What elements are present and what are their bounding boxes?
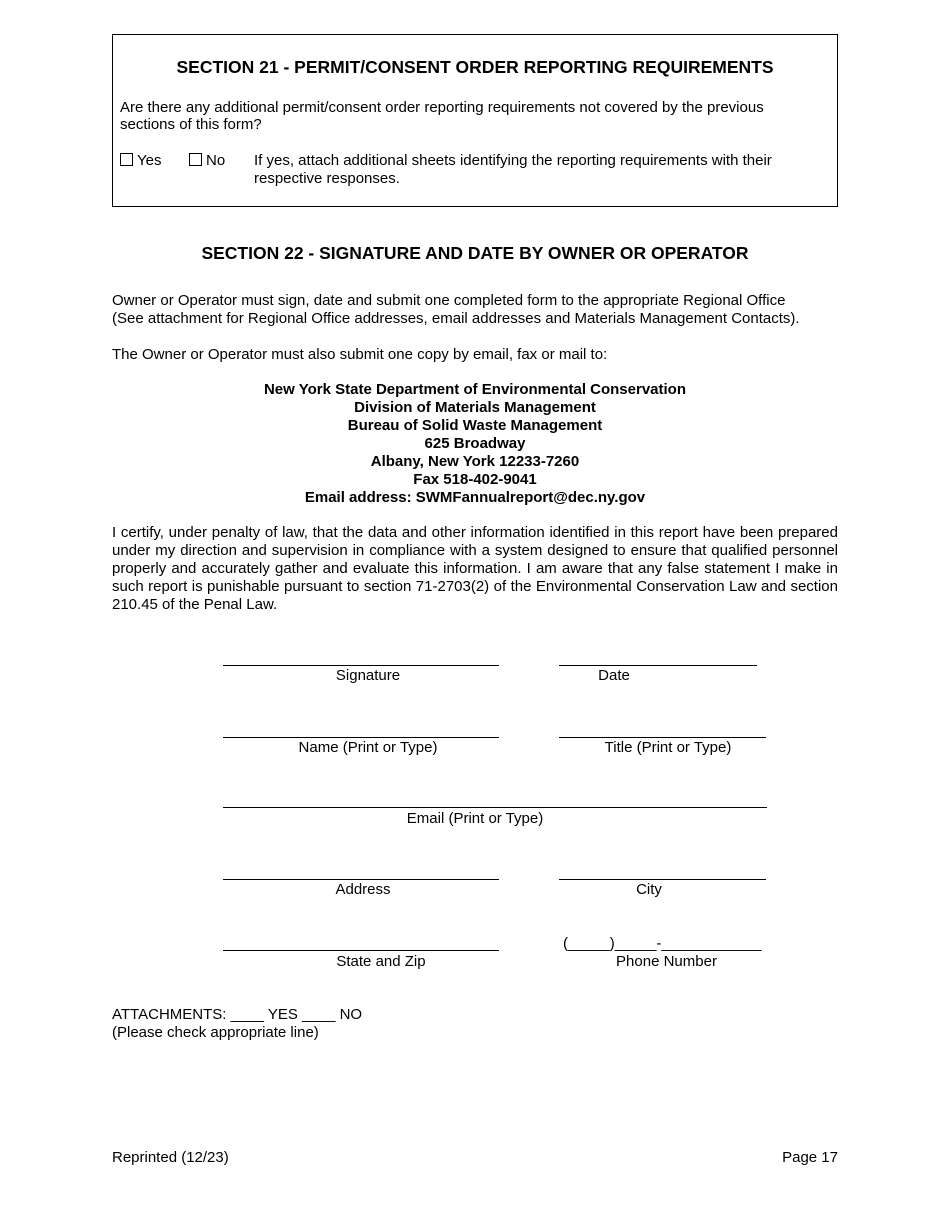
section-22-intro-line-2: (See attachment for Regional Office addresses, email addresses and Materials Management Contacts). bbox=[112, 310, 800, 327]
date-line[interactable] bbox=[559, 665, 757, 666]
signature-label: Signature bbox=[335, 667, 401, 684]
section-21-instruction-line-2: respective responses. bbox=[254, 170, 400, 187]
address-line[interactable] bbox=[223, 879, 499, 880]
section-21-question-line-2: sections of this form? bbox=[120, 116, 262, 133]
signature-line[interactable] bbox=[223, 665, 499, 666]
name-line[interactable] bbox=[223, 737, 499, 738]
section-21-question-line-1: Are there any additional permit/consent order reporting requirements not covered by the previous bbox=[120, 99, 764, 116]
address-department: New York State Department of Environmental Conservation bbox=[263, 381, 687, 398]
certification-statement: I certify, under penalty of law, that the data and other information identified in this report have been prepared under my direction and supervision in compliance with a system designed to ensure that qualified personnel properly and accurately gather and evaluate this information. I am aware that any false statement I make in such report is punishable pursuant to section 71-2703(2) of the Environmental Conservation Law and section 210.45 of the Penal Law. bbox=[112, 524, 838, 613]
email-line[interactable] bbox=[223, 807, 767, 808]
date-label: Date bbox=[598, 667, 630, 684]
state-zip-line[interactable] bbox=[223, 950, 499, 951]
title-label: Title (Print or Type) bbox=[604, 739, 732, 756]
attachments-line[interactable]: ATTACHMENTS: ____ YES ____ NO bbox=[112, 1006, 363, 1023]
no-label: No bbox=[206, 152, 226, 169]
city-line[interactable] bbox=[559, 879, 766, 880]
section-21-title: SECTION 21 - PERMIT/CONSENT ORDER REPORTING REQUIREMENTS bbox=[176, 57, 774, 77]
state-zip-label: State and Zip bbox=[336, 953, 426, 970]
address-street: 625 Broadway bbox=[424, 435, 526, 452]
phone-label: Phone Number bbox=[616, 953, 717, 970]
no-checkbox[interactable] bbox=[189, 153, 202, 166]
address-fax: Fax 518-402-9041 bbox=[413, 471, 537, 488]
address-bureau: Bureau of Solid Waste Management bbox=[347, 417, 603, 434]
address-label: Address bbox=[335, 881, 391, 898]
reprinted-date: Reprinted (12/23) bbox=[112, 1149, 229, 1166]
address-email: Email address: SWMFannualreport@dec.ny.gov bbox=[304, 489, 646, 506]
copy-instruction: The Owner or Operator must also submit one copy by email, fax or mail to: bbox=[112, 346, 608, 363]
city-label: City bbox=[636, 881, 662, 898]
section-22-intro-line-1: Owner or Operator must sign, date and submit one completed form to the appropriate Regional Office bbox=[112, 292, 786, 309]
yes-label: Yes bbox=[137, 152, 162, 169]
section-22-title: SECTION 22 - SIGNATURE AND DATE BY OWNER OR OPERATOR bbox=[201, 243, 749, 263]
yes-checkbox[interactable] bbox=[120, 153, 133, 166]
title-line[interactable] bbox=[559, 737, 766, 738]
name-label: Name (Print or Type) bbox=[298, 739, 438, 756]
section-21-instruction-line-1: If yes, attach additional sheets identifying the reporting requirements with their bbox=[254, 152, 772, 169]
page-number: Page 17 bbox=[782, 1149, 838, 1166]
phone-template[interactable]: (_____)_____-____________ bbox=[563, 935, 762, 952]
address-city-zip: Albany, New York 12233-7260 bbox=[370, 453, 580, 470]
address-division: Division of Materials Management bbox=[354, 399, 596, 416]
attachments-note: (Please check appropriate line) bbox=[112, 1024, 319, 1041]
email-label: Email (Print or Type) bbox=[406, 810, 544, 827]
